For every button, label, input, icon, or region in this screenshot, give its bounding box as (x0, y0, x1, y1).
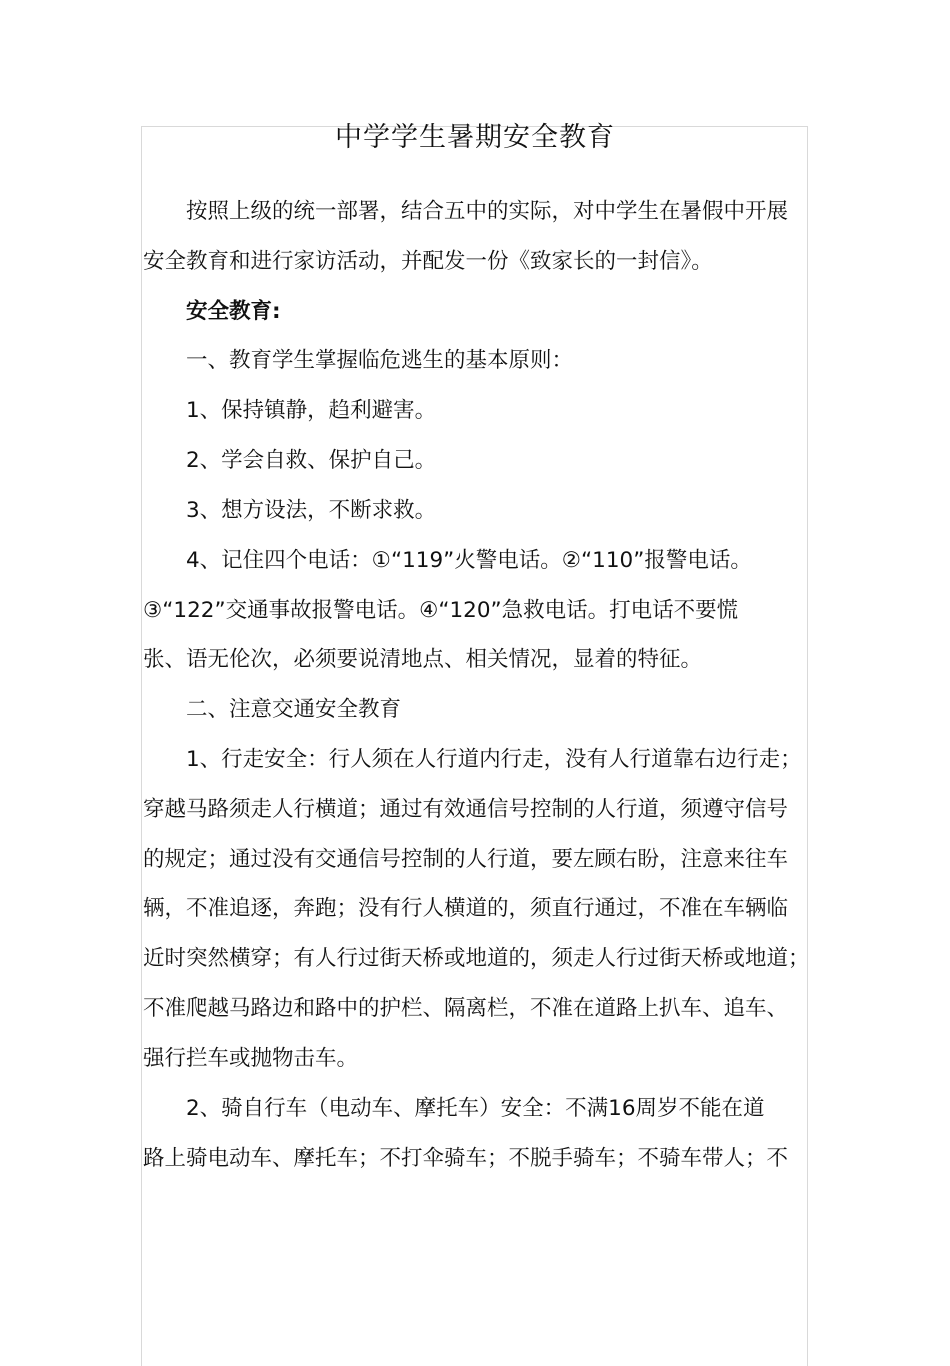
list-item: 3、想方设法，不断求救。 (186, 498, 437, 523)
paragraph-line: 张、语无伦次，必须要说清地点、相关情况，显着的特征。 (143, 647, 703, 672)
paragraph-line: 近时突然横穿；有人行过街天桥或地道的，须走人行过街天桥或地道； (143, 946, 810, 971)
section-heading: 二、注意交通安全教育 (186, 697, 402, 722)
list-item: 1、行走安全：行人须在人行道内行走，没有人行道靠右边行走； (186, 747, 802, 772)
paragraph-line: 一、教育学生掌握临危逃生的基本原则： (186, 348, 574, 373)
paragraph-line: 的规定；通过没有交通信号控制的人行道，要左顾右盼，注意来往车 (143, 847, 789, 872)
paragraph-line: ③“122”交通事故报警电话。④“120”急救电话。打电话不要慌 (143, 598, 739, 623)
paragraph-line: 不准爬越马路边和路中的护栏、隔离栏，不准在道路上扒车、追车、 (143, 996, 789, 1021)
paragraph-line: 辆，不准追逐，奔跑；没有行人横道的，须直行通过，不准在车辆临 (143, 896, 789, 921)
section-heading: 安全教育: (186, 299, 281, 324)
paragraph-line: 强行拦车或抛物击车。 (143, 1046, 359, 1071)
list-item: 1、保持镇静，趋利避害。 (186, 398, 437, 423)
list-item: 2、学会自救、保护自己。 (186, 448, 437, 473)
paragraph-line: 穿越马路须走人行横道；通过有效通信号控制的人行道，须遵守信号 (143, 797, 789, 822)
paragraph-line: 按照上级的统一部署，结合五中的实际，对中学生在暑假中开展 (186, 199, 789, 224)
document-title: 中学学生暑期安全教育 (335, 122, 615, 153)
paragraph-line: 路上骑电动车、摩托车；不打伞骑车；不脱手骑车；不骑车带人；不 (143, 1146, 789, 1171)
paragraph-line: 安全教育和进行家访活动，并配发一份《致家长的一封信》。 (143, 249, 713, 274)
list-item: 4、记住四个电话：①“119”火警电话。②“110”报警电话。 (186, 548, 752, 573)
list-item: 2、骑自行车（电动车、摩托车）安全：不满16周岁不能在道 (186, 1096, 765, 1121)
